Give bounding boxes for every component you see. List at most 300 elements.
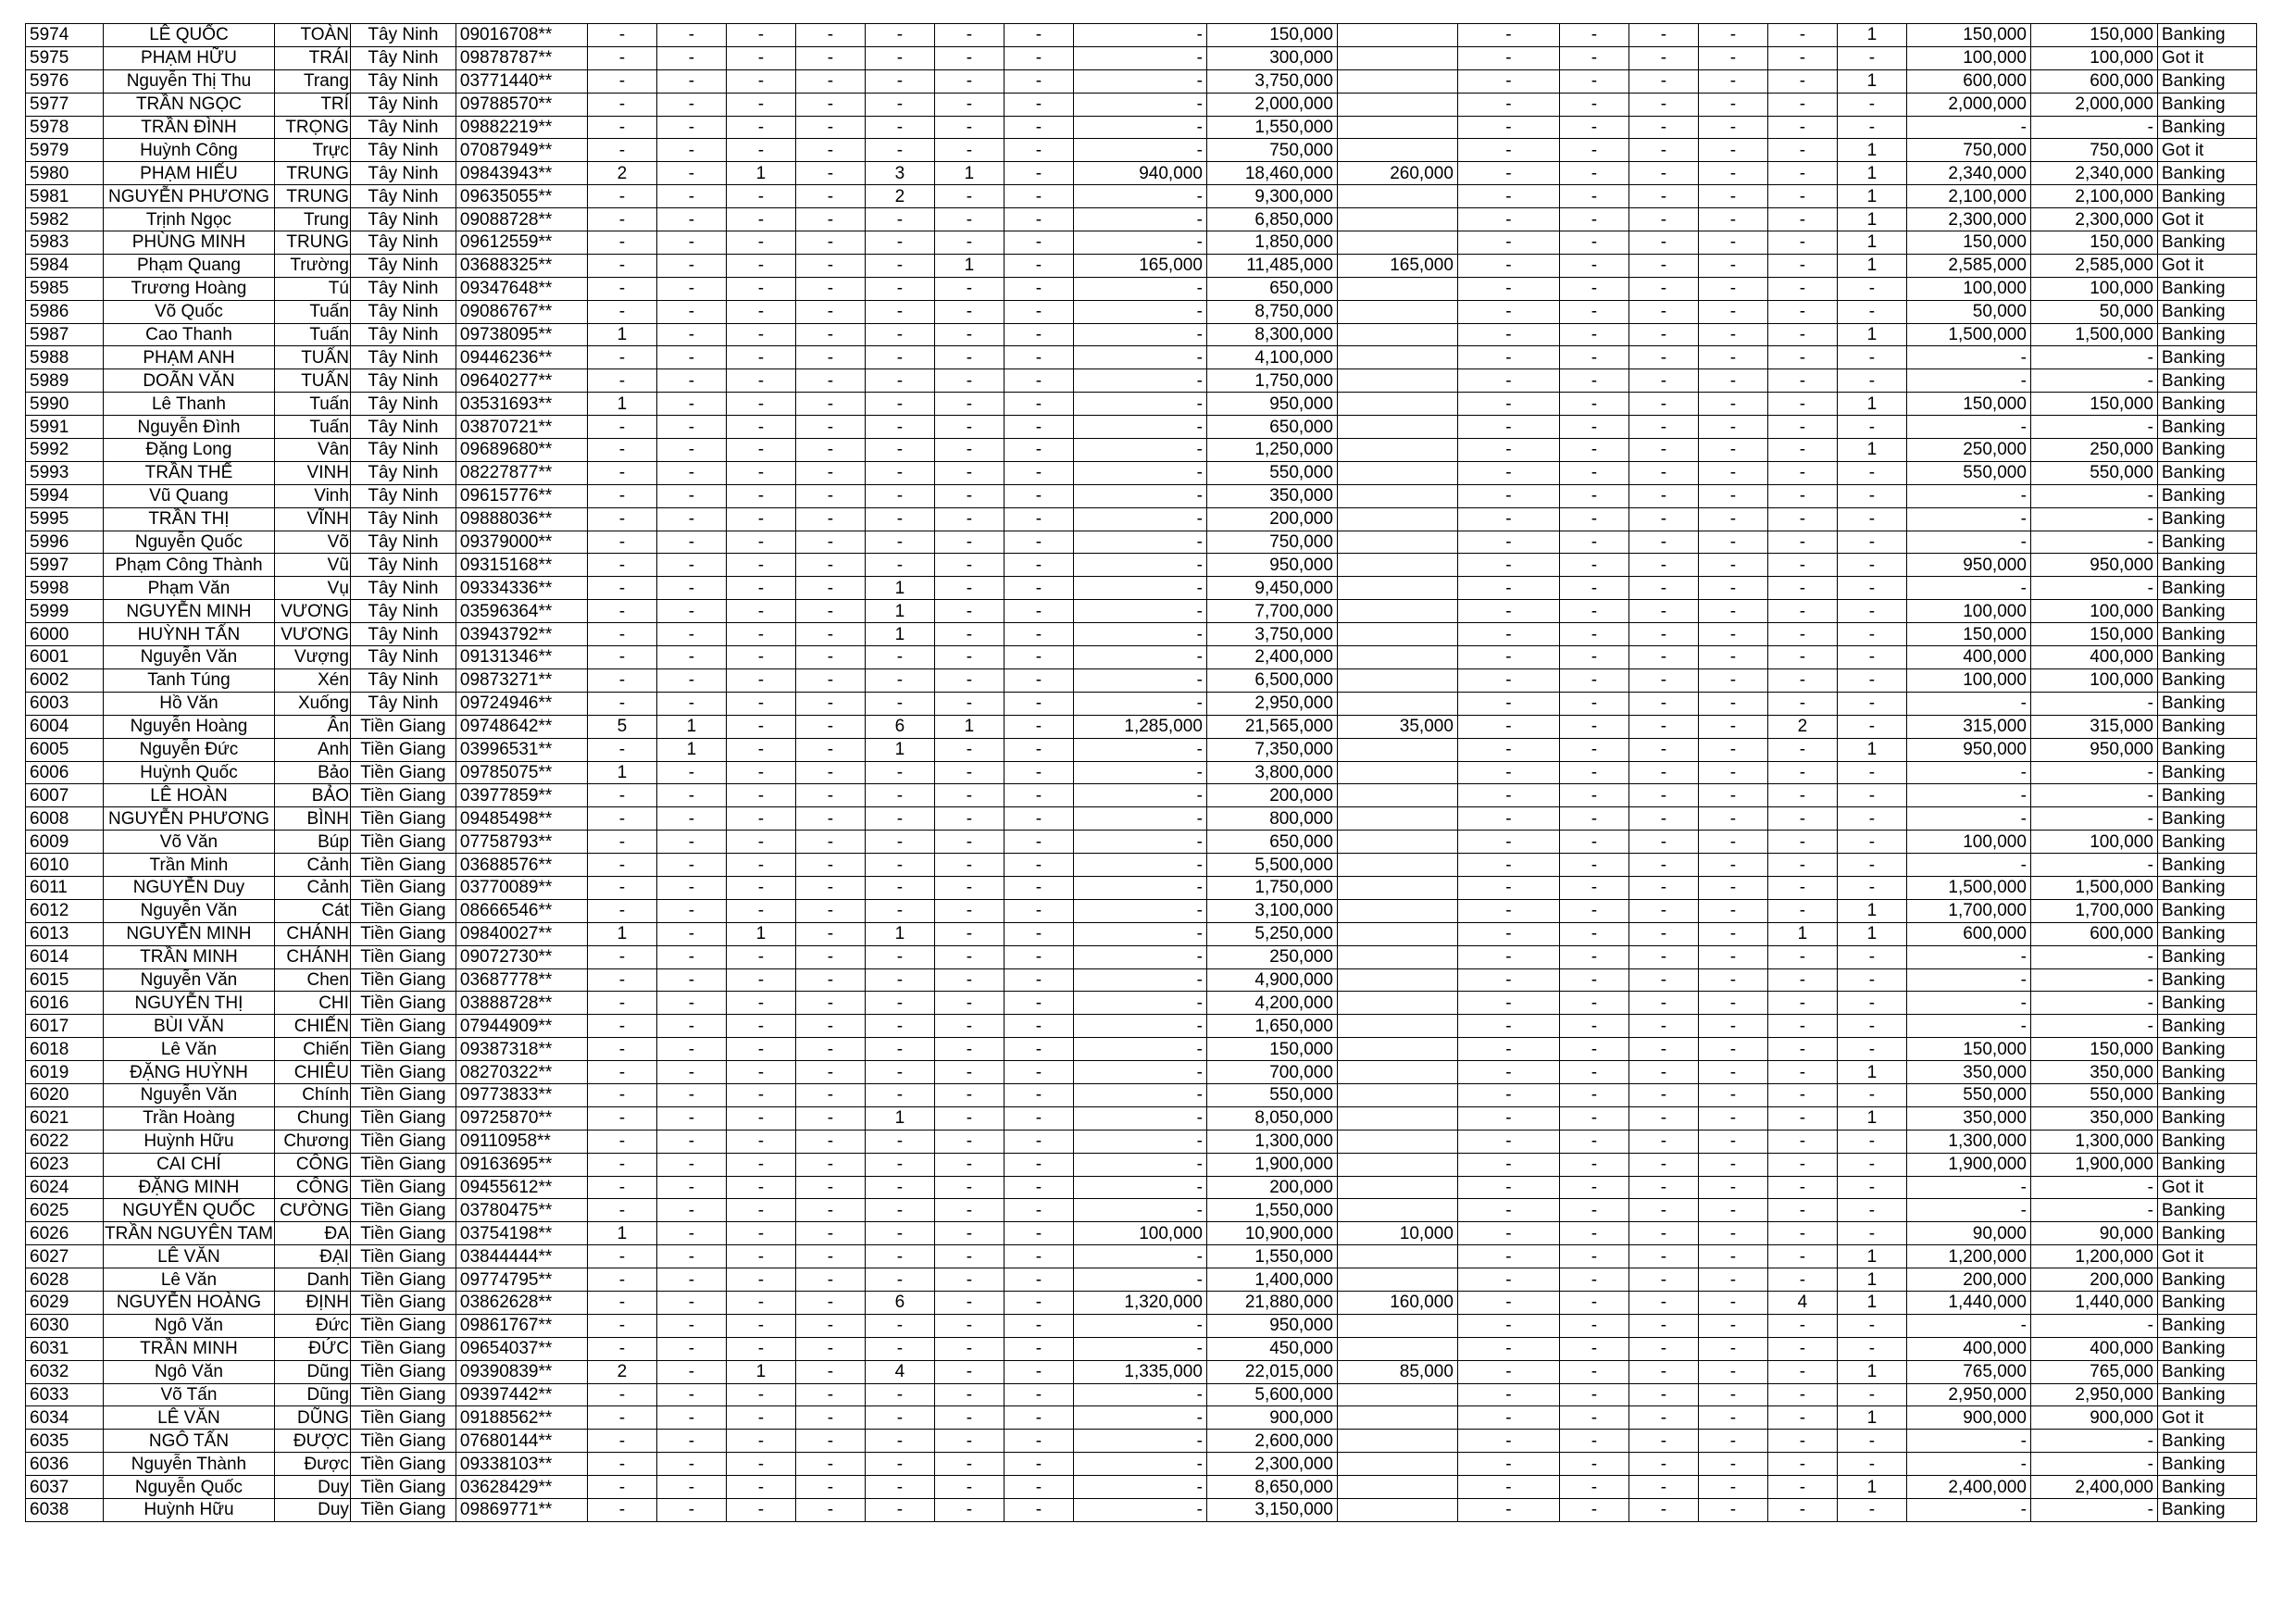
cell-amount-c: 315,000 [1906, 715, 2030, 738]
cell-phone: 09446236** [455, 346, 587, 369]
cell-count-6: - [934, 484, 1004, 507]
cell-count-6: - [934, 46, 1004, 69]
cell-count-7: - [1004, 1476, 1073, 1499]
cell-payment-method: Banking [2157, 1453, 2256, 1476]
table-row [26, 554, 2257, 577]
cell-phone: 09188562** [455, 1406, 587, 1430]
cell-count-1: - [587, 1106, 656, 1130]
cell-count-6: - [934, 116, 1004, 139]
cell-amount-total: 300,000 [1206, 46, 1337, 69]
cell-flag-2: - [1559, 1360, 1628, 1383]
cell-amount-b [1337, 93, 1457, 116]
cell-province: Tiền Giang [350, 1499, 455, 1522]
cell-flag-6: 1 [1837, 439, 1906, 462]
cell-amount-d: 950,000 [2030, 554, 2157, 577]
cell-phone: 09888036** [455, 507, 587, 531]
cell-count-4: - [795, 899, 865, 922]
cell-last-name: Cát [274, 899, 350, 922]
cell-amount-b [1337, 807, 1457, 831]
cell-flag-6: - [1837, 461, 1906, 484]
cell-payment-method: Banking [2157, 646, 2256, 669]
cell-amount-d: 250,000 [2030, 439, 2157, 462]
cell-flag-1: - [1457, 46, 1559, 69]
cell-province: Tiền Giang [350, 1130, 455, 1153]
cell-row-number: 6022 [26, 1130, 104, 1153]
cell-count-1: - [587, 369, 656, 393]
cell-flag-1: - [1457, 1314, 1559, 1337]
cell-flag-3: - [1628, 1383, 1698, 1406]
cell-flag-3: - [1628, 784, 1698, 807]
cell-amount-a: - [1073, 1337, 1206, 1360]
cell-count-5: - [865, 507, 934, 531]
cell-province: Tiền Giang [350, 968, 455, 992]
cell-count-2: - [656, 277, 726, 300]
cell-row-number: 6007 [26, 784, 104, 807]
cell-province: Tây Ninh [350, 623, 455, 646]
cell-flag-5: - [1767, 185, 1837, 208]
cell-count-5: - [865, 646, 934, 669]
cell-payment-method: Banking [2157, 507, 2256, 531]
cell-flag-5: - [1767, 854, 1837, 877]
table-row [26, 854, 2257, 877]
cell-count-2: - [656, 116, 726, 139]
cell-count-5: - [865, 1038, 934, 1061]
cell-count-1: - [587, 899, 656, 922]
cell-count-3: - [726, 1015, 795, 1038]
table-row [26, 831, 2257, 854]
cell-flag-1: - [1457, 1360, 1559, 1383]
cell-count-7: - [1004, 992, 1073, 1015]
cell-count-1: - [587, 116, 656, 139]
cell-amount-c: 550,000 [1906, 1083, 2030, 1106]
cell-amount-a: - [1073, 945, 1206, 968]
cell-amount-a: - [1073, 968, 1206, 992]
cell-flag-2: - [1559, 968, 1628, 992]
cell-count-1: - [587, 1337, 656, 1360]
cell-amount-total: 9,450,000 [1206, 577, 1337, 600]
cell-count-7: - [1004, 93, 1073, 116]
cell-count-6: - [934, 922, 1004, 945]
cell-count-1: - [587, 24, 656, 47]
cell-count-4: - [795, 1038, 865, 1061]
cell-payment-method: Banking [2157, 831, 2256, 854]
cell-payment-method: Banking [2157, 1015, 2256, 1038]
cell-province: Tây Ninh [350, 416, 455, 439]
cell-flag-6: 1 [1837, 1476, 1906, 1499]
cell-count-5: 6 [865, 1291, 934, 1314]
cell-count-5: - [865, 1083, 934, 1106]
cell-flag-6: 1 [1837, 24, 1906, 47]
cell-last-name: Bảo [274, 761, 350, 784]
cell-flag-2: - [1559, 300, 1628, 323]
cell-phone: 03688325** [455, 254, 587, 277]
cell-count-4: - [795, 1476, 865, 1499]
cell-count-5: - [865, 393, 934, 416]
cell-last-name: BÌNH [274, 807, 350, 831]
table-row [26, 208, 2257, 231]
table-row [26, 784, 2257, 807]
cell-count-2: - [656, 600, 726, 623]
cell-count-6: - [934, 854, 1004, 877]
cell-flag-3: - [1628, 393, 1698, 416]
cell-flag-2: - [1559, 69, 1628, 93]
cell-amount-b: 160,000 [1337, 1291, 1457, 1314]
cell-amount-total: 8,050,000 [1206, 1106, 1337, 1130]
cell-flag-4: - [1698, 715, 1767, 738]
cell-row-number: 6023 [26, 1153, 104, 1176]
cell-flag-4: - [1698, 1430, 1767, 1453]
cell-count-5: - [865, 1383, 934, 1406]
cell-phone: 03771440** [455, 69, 587, 93]
cell-province: Tiền Giang [350, 1061, 455, 1084]
cell-flag-5: - [1767, 1268, 1837, 1292]
cell-flag-5: - [1767, 461, 1837, 484]
cell-row-number: 6037 [26, 1476, 104, 1499]
cell-count-4: - [795, 1153, 865, 1176]
cell-amount-c: - [1906, 1453, 2030, 1476]
cell-count-5: - [865, 1130, 934, 1153]
cell-count-6: - [934, 323, 1004, 346]
cell-flag-3: - [1628, 208, 1698, 231]
cell-payment-method: Banking [2157, 24, 2256, 47]
table-row [26, 738, 2257, 761]
cell-flag-2: - [1559, 139, 1628, 162]
cell-phone: 09861767** [455, 1314, 587, 1337]
cell-count-1: - [587, 1245, 656, 1268]
cell-amount-d: - [2030, 807, 2157, 831]
cell-flag-6: - [1837, 784, 1906, 807]
cell-payment-method: Banking [2157, 231, 2256, 255]
cell-flag-6: - [1837, 1176, 1906, 1199]
cell-last-name: Được [274, 1453, 350, 1476]
cell-flag-4: - [1698, 899, 1767, 922]
cell-amount-b [1337, 968, 1457, 992]
cell-flag-2: - [1559, 554, 1628, 577]
cell-first-name: Nguyễn Hoàng [104, 715, 275, 738]
cell-phone: 09878787** [455, 46, 587, 69]
cell-count-1: 1 [587, 323, 656, 346]
cell-count-7: - [1004, 1061, 1073, 1084]
cell-payment-method: Got it [2157, 139, 2256, 162]
cell-flag-6: - [1837, 1499, 1906, 1522]
cell-count-7: - [1004, 346, 1073, 369]
cell-count-6: - [934, 646, 1004, 669]
cell-province: Tiền Giang [350, 1476, 455, 1499]
cell-count-5: - [865, 992, 934, 1015]
cell-amount-a: - [1073, 185, 1206, 208]
cell-count-1: - [587, 484, 656, 507]
cell-amount-a: - [1073, 1083, 1206, 1106]
cell-phone: 09615776** [455, 484, 587, 507]
cell-count-6: - [934, 93, 1004, 116]
cell-count-4: - [795, 854, 865, 877]
cell-province: Tây Ninh [350, 346, 455, 369]
cell-phone: 03754198** [455, 1222, 587, 1245]
cell-first-name: NGUYỄN MINH [104, 600, 275, 623]
cell-flag-1: - [1457, 1245, 1559, 1268]
cell-amount-total: 3,800,000 [1206, 761, 1337, 784]
cell-count-5: - [865, 807, 934, 831]
cell-flag-4: - [1698, 1176, 1767, 1199]
table-row [26, 668, 2257, 692]
cell-amount-d: - [2030, 1453, 2157, 1476]
cell-count-6: - [934, 876, 1004, 899]
cell-count-2: - [656, 393, 726, 416]
cell-flag-4: - [1698, 24, 1767, 47]
cell-amount-c: 950,000 [1906, 738, 2030, 761]
cell-count-6: - [934, 1222, 1004, 1245]
cell-flag-2: - [1559, 185, 1628, 208]
cell-first-name: Cao Thanh [104, 323, 275, 346]
cell-flag-6: 1 [1837, 162, 1906, 185]
cell-count-1: - [587, 208, 656, 231]
cell-count-2: - [656, 231, 726, 255]
table-row [26, 1061, 2257, 1084]
cell-flag-4: - [1698, 1015, 1767, 1038]
cell-flag-2: - [1559, 346, 1628, 369]
cell-amount-c: 1,200,000 [1906, 1245, 2030, 1268]
cell-count-3: - [726, 1245, 795, 1268]
cell-count-6: - [934, 1406, 1004, 1430]
cell-province: Tiền Giang [350, 738, 455, 761]
cell-amount-b [1337, 69, 1457, 93]
cell-amount-b [1337, 24, 1457, 47]
cell-amount-total: 1,850,000 [1206, 231, 1337, 255]
cell-count-7: - [1004, 1499, 1073, 1522]
cell-flag-3: - [1628, 577, 1698, 600]
cell-count-7: - [1004, 439, 1073, 462]
cell-flag-1: - [1457, 1453, 1559, 1476]
cell-payment-method: Banking [2157, 554, 2256, 577]
cell-amount-total: 3,100,000 [1206, 899, 1337, 922]
cell-payment-method: Banking [2157, 439, 2256, 462]
cell-first-name: Nguyễn Thị Thu [104, 69, 275, 93]
cell-first-name: LÊ VĂN [104, 1245, 275, 1268]
cell-amount-c: 400,000 [1906, 1337, 2030, 1360]
cell-count-7: - [1004, 185, 1073, 208]
cell-count-7: - [1004, 1130, 1073, 1153]
cell-flag-6: 1 [1837, 1406, 1906, 1430]
cell-amount-a: - [1073, 46, 1206, 69]
cell-amount-b: 165,000 [1337, 254, 1457, 277]
cell-payment-method: Banking [2157, 416, 2256, 439]
cell-phone: 09347648** [455, 277, 587, 300]
cell-flag-6: - [1837, 715, 1906, 738]
cell-count-1: - [587, 139, 656, 162]
cell-province: Tây Ninh [350, 323, 455, 346]
cell-count-6: - [934, 1360, 1004, 1383]
cell-flag-6: - [1837, 1015, 1906, 1038]
cell-first-name: NGUYỄN PHƯƠNG [104, 185, 275, 208]
cell-row-number: 5995 [26, 507, 104, 531]
cell-row-number: 5991 [26, 416, 104, 439]
cell-row-number: 6002 [26, 668, 104, 692]
cell-count-6: - [934, 1476, 1004, 1499]
cell-amount-c: 150,000 [1906, 24, 2030, 47]
cell-flag-3: - [1628, 1360, 1698, 1383]
cell-count-5: - [865, 369, 934, 393]
cell-count-2: - [656, 1314, 726, 1337]
cell-amount-total: 3,150,000 [1206, 1499, 1337, 1522]
cell-flag-6: 1 [1837, 1360, 1906, 1383]
cell-row-number: 6033 [26, 1383, 104, 1406]
cell-flag-4: - [1698, 854, 1767, 877]
cell-last-name: Chiến [274, 1038, 350, 1061]
cell-count-1: - [587, 1268, 656, 1292]
cell-amount-c: 100,000 [1906, 600, 2030, 623]
cell-phone: 09485498** [455, 807, 587, 831]
cell-amount-total: 4,200,000 [1206, 992, 1337, 1015]
cell-flag-5: - [1767, 692, 1837, 715]
cell-province: Tiền Giang [350, 1176, 455, 1199]
cell-count-2: 1 [656, 738, 726, 761]
cell-count-1: - [587, 439, 656, 462]
cell-first-name: Ngô Văn [104, 1314, 275, 1337]
cell-count-2: - [656, 1476, 726, 1499]
cell-flag-3: - [1628, 277, 1698, 300]
cell-count-5: 1 [865, 922, 934, 945]
cell-last-name: Duy [274, 1499, 350, 1522]
cell-first-name: Nguyễn Quốc [104, 531, 275, 554]
table-row [26, 162, 2257, 185]
cell-first-name: Phạm Văn [104, 577, 275, 600]
cell-count-4: - [795, 369, 865, 393]
cell-flag-2: - [1559, 484, 1628, 507]
cell-amount-b [1337, 876, 1457, 899]
cell-flag-5: - [1767, 93, 1837, 116]
cell-amount-a: - [1073, 531, 1206, 554]
cell-count-6: - [934, 531, 1004, 554]
cell-payment-method: Banking [2157, 577, 2256, 600]
cell-count-3: - [726, 1083, 795, 1106]
cell-count-7: - [1004, 507, 1073, 531]
cell-flag-1: - [1457, 162, 1559, 185]
cell-count-4: - [795, 554, 865, 577]
cell-count-6: - [934, 346, 1004, 369]
cell-first-name: Nguyễn Đức [104, 738, 275, 761]
cell-row-number: 5979 [26, 139, 104, 162]
cell-row-number: 6027 [26, 1245, 104, 1268]
table-row [26, 1222, 2257, 1245]
cell-row-number: 6029 [26, 1291, 104, 1314]
cell-flag-2: - [1559, 369, 1628, 393]
cell-payment-method: Banking [2157, 93, 2256, 116]
cell-payment-method: Banking [2157, 1222, 2256, 1245]
cell-amount-c: 100,000 [1906, 831, 2030, 854]
cell-amount-b [1337, 1430, 1457, 1453]
cell-count-4: - [795, 945, 865, 968]
cell-phone: 09455612** [455, 1176, 587, 1199]
cell-count-3: - [726, 761, 795, 784]
cell-flag-3: - [1628, 24, 1698, 47]
cell-count-3: - [726, 715, 795, 738]
cell-amount-total: 2,400,000 [1206, 646, 1337, 669]
cell-row-number: 6005 [26, 738, 104, 761]
cell-flag-4: - [1698, 992, 1767, 1015]
cell-count-3: - [726, 945, 795, 968]
cell-flag-2: - [1559, 531, 1628, 554]
cell-flag-2: - [1559, 807, 1628, 831]
cell-count-4: - [795, 1360, 865, 1383]
cell-amount-total: 200,000 [1206, 1176, 1337, 1199]
cell-count-7: - [1004, 1222, 1073, 1245]
cell-flag-3: - [1628, 1038, 1698, 1061]
cell-count-2: - [656, 254, 726, 277]
cell-count-4: - [795, 1430, 865, 1453]
cell-flag-1: - [1457, 254, 1559, 277]
cell-count-1: - [587, 46, 656, 69]
cell-flag-4: - [1698, 369, 1767, 393]
cell-count-1: - [587, 1038, 656, 1061]
cell-flag-3: - [1628, 945, 1698, 968]
cell-count-7: - [1004, 1314, 1073, 1337]
cell-amount-b [1337, 554, 1457, 577]
cell-phone: 09788570** [455, 93, 587, 116]
cell-count-5: - [865, 461, 934, 484]
cell-count-4: - [795, 323, 865, 346]
cell-flag-2: - [1559, 416, 1628, 439]
cell-amount-a: - [1073, 1314, 1206, 1337]
cell-count-1: - [587, 554, 656, 577]
cell-last-name: ĐA [274, 1222, 350, 1245]
cell-flag-5: - [1767, 646, 1837, 669]
cell-amount-b [1337, 761, 1457, 784]
cell-count-4: - [795, 461, 865, 484]
cell-count-1: - [587, 69, 656, 93]
cell-amount-d: 1,200,000 [2030, 1245, 2157, 1268]
cell-amount-d: 765,000 [2030, 1360, 2157, 1383]
cell-flag-4: - [1698, 1153, 1767, 1176]
cell-phone: 09379000** [455, 531, 587, 554]
cell-count-1: - [587, 1291, 656, 1314]
table-row [26, 577, 2257, 600]
cell-count-2: - [656, 1153, 726, 1176]
cell-count-1: 1 [587, 761, 656, 784]
cell-count-1: - [587, 1083, 656, 1106]
cell-first-name: Tanh Túng [104, 668, 275, 692]
cell-flag-5: 1 [1767, 922, 1837, 945]
cell-province: Tiền Giang [350, 876, 455, 899]
cell-province: Tây Ninh [350, 300, 455, 323]
cell-flag-5: - [1767, 600, 1837, 623]
cell-amount-d: 2,100,000 [2030, 185, 2157, 208]
cell-amount-a: - [1073, 1176, 1206, 1199]
cell-count-5: - [865, 484, 934, 507]
cell-flag-2: - [1559, 439, 1628, 462]
cell-phone: 07758793** [455, 831, 587, 854]
cell-amount-total: 450,000 [1206, 1337, 1337, 1360]
cell-count-4: - [795, 1083, 865, 1106]
cell-amount-total: 10,900,000 [1206, 1222, 1337, 1245]
cell-count-4: - [795, 1453, 865, 1476]
cell-payment-method: Banking [2157, 945, 2256, 968]
cell-amount-a: - [1073, 277, 1206, 300]
cell-amount-a: - [1073, 1453, 1206, 1476]
cell-last-name: TRUNG [274, 185, 350, 208]
cell-phone: 03870721** [455, 416, 587, 439]
cell-amount-a: 100,000 [1073, 1222, 1206, 1245]
cell-flag-3: - [1628, 1476, 1698, 1499]
cell-count-6: - [934, 231, 1004, 255]
cell-amount-b [1337, 1383, 1457, 1406]
cell-count-7: - [1004, 69, 1073, 93]
cell-payment-method: Banking [2157, 968, 2256, 992]
cell-count-4: - [795, 577, 865, 600]
cell-flag-4: - [1698, 761, 1767, 784]
cell-amount-d: 600,000 [2030, 69, 2157, 93]
cell-province: Tây Ninh [350, 139, 455, 162]
cell-flag-5: - [1767, 945, 1837, 968]
